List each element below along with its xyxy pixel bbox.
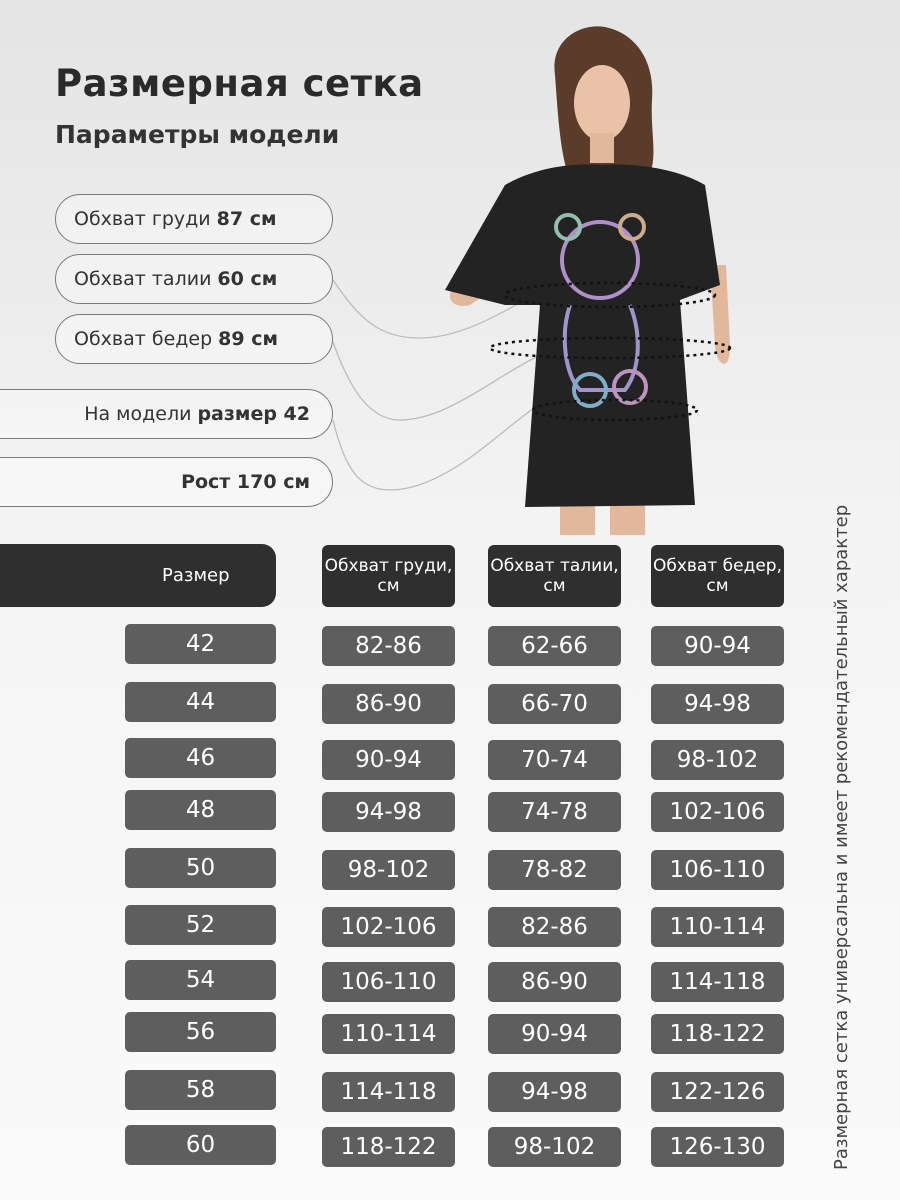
cell-hips: 110-114 <box>651 907 784 947</box>
cell-chest: 90-94 <box>322 740 455 780</box>
cell-size: 60 <box>125 1125 276 1165</box>
cell-size: 44 <box>125 682 276 722</box>
param-waist-value: 60 см <box>217 268 278 290</box>
param-waist <box>55 254 333 304</box>
param-chest-label: Обхват груди <box>74 208 211 230</box>
page-subtitle: Параметры модели <box>55 120 340 149</box>
cell-size: 42 <box>125 624 276 664</box>
cell-hips: 114-118 <box>651 962 784 1002</box>
cell-chest: 94-98 <box>322 792 455 832</box>
cell-hips: 106-110 <box>651 850 784 890</box>
header-hips: Обхват бедер, см <box>651 545 784 607</box>
cell-waist: 94-98 <box>488 1072 621 1112</box>
model-photo <box>430 15 750 535</box>
cell-size: 58 <box>125 1070 276 1110</box>
cell-waist: 66-70 <box>488 684 621 724</box>
param-chest-value: 87 см <box>216 208 277 230</box>
cell-waist: 78-82 <box>488 850 621 890</box>
cell-chest: 102-106 <box>322 907 455 947</box>
cell-hips: 118-122 <box>651 1014 784 1054</box>
cell-waist: 74-78 <box>488 792 621 832</box>
cell-hips: 126-130 <box>651 1127 784 1167</box>
header-waist: Обхват талии, см <box>488 545 621 607</box>
param-model-size-label: На модели <box>84 403 192 425</box>
cell-size: 48 <box>125 790 276 830</box>
header-chest: Обхват груди, см <box>322 545 455 607</box>
cell-waist: 70-74 <box>488 740 621 780</box>
cell-hips: 102-106 <box>651 792 784 832</box>
cell-size: 52 <box>125 905 276 945</box>
page-title: Размерная сетка <box>55 62 424 105</box>
cell-chest: 114-118 <box>322 1072 455 1112</box>
cell-chest: 118-122 <box>322 1127 455 1167</box>
param-height-value: Рост 170 см <box>181 471 310 493</box>
param-hips-value: 89 см <box>218 328 279 350</box>
cell-size: 54 <box>125 960 276 1000</box>
cell-hips: 90-94 <box>651 626 784 666</box>
cell-chest: 106-110 <box>322 962 455 1002</box>
cell-hips: 98-102 <box>651 740 784 780</box>
cell-hips: 122-126 <box>651 1072 784 1112</box>
cell-chest: 82-86 <box>322 626 455 666</box>
cell-chest: 98-102 <box>322 850 455 890</box>
cell-waist: 86-90 <box>488 962 621 1002</box>
param-height <box>0 457 333 507</box>
header-size <box>0 544 276 607</box>
cell-chest: 110-114 <box>322 1014 455 1054</box>
cell-hips: 94-98 <box>651 684 784 724</box>
param-chest <box>55 194 333 244</box>
disclaimer-note: Размерная сетка универсальна и имеет рекомендательный характер <box>831 504 852 1170</box>
param-hips <box>55 314 333 364</box>
param-hips-label: Обхват бедер <box>74 328 213 350</box>
cell-waist: 82-86 <box>488 907 621 947</box>
cell-waist: 62-66 <box>488 626 621 666</box>
param-waist-label: Обхват талии <box>74 268 212 290</box>
cell-size: 50 <box>125 848 276 888</box>
cell-chest: 86-90 <box>322 684 455 724</box>
cell-size: 56 <box>125 1012 276 1052</box>
cell-waist: 98-102 <box>488 1127 621 1167</box>
param-model-size-value: размер 42 <box>197 403 310 425</box>
header-size-label: Размер <box>162 564 230 586</box>
cell-waist: 90-94 <box>488 1014 621 1054</box>
param-model-size <box>0 389 333 439</box>
cell-size: 46 <box>125 738 276 778</box>
